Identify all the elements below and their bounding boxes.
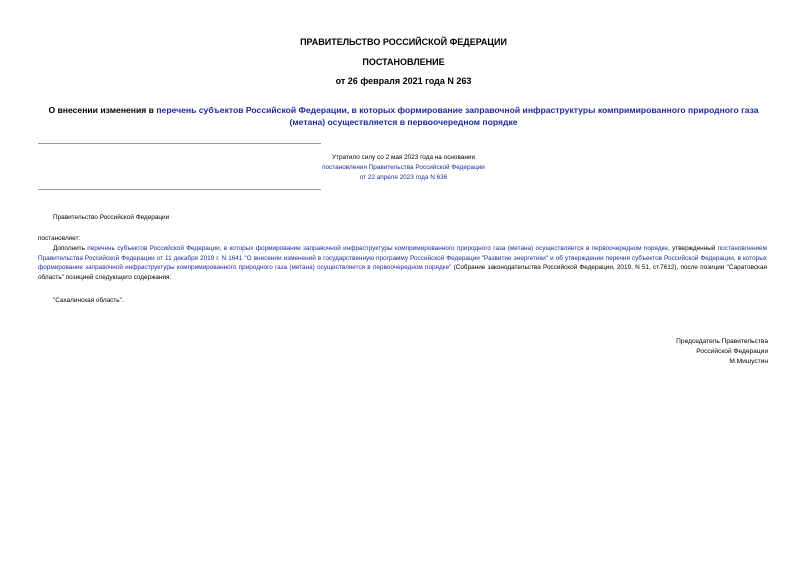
repeal-notice-link[interactable]: постановления Правительства Российской Федерации (322, 164, 485, 171)
resolution-1641-link[interactable]: постановлением Правительства Российской Федерации от 11 декабря 2019 г. N 1641 "О внесении изменений в государственную программу Российской Федерации "Развитие энергетики" и об утверждении перечня субъектов Российской Федерации, в которых формирование заправочной инфраструктуры компримированного природного газа (метана) осуществляется в первоочередном порядке" (38, 245, 767, 272)
date-number-heading: от 26 февраля 2021 года N 263 (335, 76, 472, 86)
paragraph-mid: , утвержденный (667, 245, 718, 252)
top-divider (38, 143, 321, 144)
document-type-heading: ПОСТАНОВЛЕНИЕ (362, 57, 445, 67)
document-title (40, 104, 767, 128)
signature-position: Председатель Правительства (676, 338, 768, 345)
sakhalin-addition: "Сахалинская область". (53, 297, 124, 304)
repeal-notice (300, 153, 507, 183)
repeal-notice-link-date[interactable]: от 22 апреля 2023 года N 636 (359, 174, 448, 181)
paragraph-end: (Собрание законодательства Российской Федерации, 2019, N 51, ст.7612), после позиции "Саратовская область" позицией следующего содержания: (38, 264, 767, 281)
government-heading: ПРАВИТЕЛЬСТВО РОССИЙСКОЙ ФЕДЕРАЦИИ (300, 37, 507, 47)
subjects-list-link[interactable]: перечень субъектов Российской Федерации, в которых формирование заправочной инфраструктуры компримированного природного газа (метана) осуществляется в первоочередном порядке (87, 245, 668, 252)
signature-name: М.Мишустин (729, 358, 768, 365)
signature-organization: Российской Федерации (696, 348, 768, 355)
repeal-notice-text: Утратило силу со 2 мая 2023 года на основании (331, 154, 476, 161)
paragraph-start: Дополнить (53, 245, 88, 252)
title-link-subjects-list[interactable]: перечень субъектов Российской Федерации, в которых формирование заправочной инфраструктуры компримированного природного газа (метана) осуществляется в первоочередном порядке (156, 105, 759, 127)
main-paragraph (38, 244, 767, 282)
government-line: Правительство Российской Федерации (53, 214, 170, 221)
title-prefix: О внесении изменения в (48, 105, 157, 115)
bottom-divider (38, 189, 321, 190)
decrees-line: постановляет: (38, 235, 81, 242)
signature-block (676, 337, 768, 367)
